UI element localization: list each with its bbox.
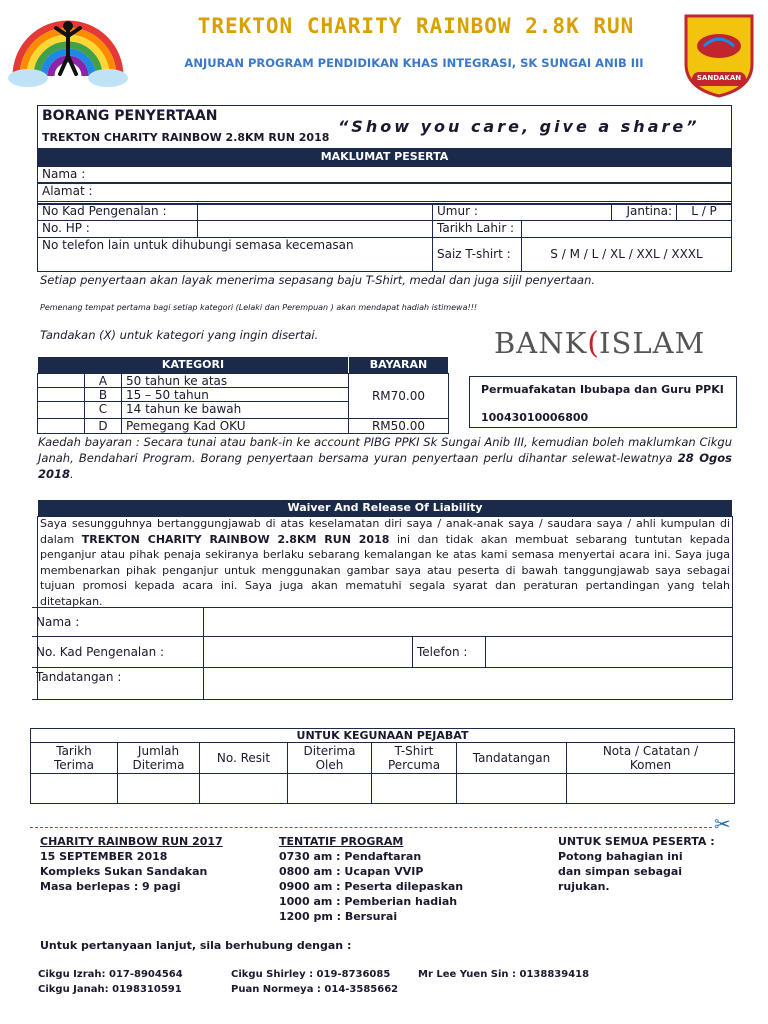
office-col-tarikh: Tarikh Terima — [30, 742, 118, 774]
contact-izrah: Cikgu Izrah: 017-8904564 — [38, 969, 183, 980]
payment-text: Kaedah bayaran : Secara tunai atau bank-in ke account PIBG PPKI Sk Sungai Anib III, kemudian boleh maklumkan Cikgu Janah, Bendahari Program. Borang penyertaan bersama yuran penyertaan perlu dihantar selewat-lewatnya — [38, 435, 732, 465]
category-d-code: D — [84, 418, 122, 434]
office-input-7[interactable] — [566, 773, 735, 804]
waiver-nama-label: Nama : — [32, 607, 204, 637]
office-input-6[interactable] — [456, 773, 567, 804]
footer-event-place: Kompleks Sukan Sandakan — [40, 865, 208, 878]
alamat-field[interactable] — [37, 183, 732, 202]
office-input-4[interactable] — [287, 773, 372, 804]
crest-text: SANDAKAN — [696, 74, 742, 82]
account-number: 10043010006800 — [481, 411, 589, 424]
bank-logo-left: BANK — [494, 326, 588, 360]
program-item-2: 0800 am : Ucapan VVIP — [279, 865, 424, 878]
kad-label: No Kad Pengenalan : — [42, 204, 167, 218]
saiz-label: Saiz T-shirt : — [437, 247, 511, 261]
category-d-check[interactable] — [37, 418, 85, 434]
contact-lee: Mr Lee Yuen Sin : 0138839418 — [418, 969, 590, 980]
category-a-code: A — [84, 373, 122, 388]
category-b-label: 15 – 50 tahun — [121, 387, 349, 402]
footer-event-title: CHARITY RAINBOW RUN 2017 — [40, 835, 223, 848]
hp-label-cell — [37, 220, 198, 238]
waiver-event-name: TREKTON CHARITY RAINBOW 2.8KM RUN 2018 — [81, 532, 390, 546]
waiver-tandatangan-label: Tandatangan : — [32, 667, 204, 700]
contact-shirley: Cikgu Shirley : 019-8736085 — [231, 969, 391, 980]
category-a-check[interactable] — [37, 373, 85, 388]
office-col-diterima: Diterima Oleh — [287, 742, 372, 774]
form-event-line: TREKTON CHARITY RAINBOW 2.8KM RUN 2018 — [42, 131, 330, 144]
telefon-lain-label: No telefon lain untuk dihubungi semasa kecemasan — [42, 238, 354, 252]
slogan: “Show you care, give a share” — [338, 117, 700, 136]
jantina-label: Jantina: — [626, 204, 672, 218]
office-input-3[interactable] — [199, 773, 288, 804]
scissors-icon: ✂ — [714, 812, 731, 836]
all-participants-line-3: rujukan. — [558, 880, 610, 893]
note-participation: Setiap penyertaan akan layak menerima sepasang baju T-Shirt, medal dan juga sijil penyertaan. — [40, 273, 596, 287]
office-input-2[interactable] — [117, 773, 200, 804]
office-input-1[interactable] — [30, 773, 118, 804]
tarikh-lahir-cell — [432, 220, 522, 238]
all-participants-line-1: Potong bahagian ini — [558, 850, 683, 863]
contact-intro: Untuk pertanyaan lanjut, sila berhubung dengan : — [40, 939, 352, 952]
category-c-code: C — [84, 401, 122, 419]
waiver-telefon-input[interactable] — [485, 636, 733, 668]
umur-label: Umur : — [437, 204, 478, 218]
event-subtitle: ANJURAN PROGRAM PENDIDIKAN KHAS INTEGRASI, SK SUNGAI ANIB III — [184, 56, 644, 70]
waiver-tandatangan-input[interactable] — [203, 667, 733, 700]
office-col-tshirt: T-Shirt Percuma — [371, 742, 457, 774]
waiver-text-b: ini dan tidak akan membuat sebarang tuntutan kepada penganjur atau pihak penaja sekiranya berlaku sebarang kemalangan ke atas kami semasa menyertai acara ini. Saya juga membenarkan pihak penganjur untuk menggunakan gambar saya atau peserta di bawah tanggungjawab saya sebagai tujuan promosi kepada acara ini. Saya juga akan mematuhi segala syarat dan peraturan pertandingan yang telah ditetapkan. — [40, 532, 730, 608]
waiver-kad-input[interactable] — [203, 636, 413, 668]
category-b-check[interactable] — [37, 387, 85, 402]
category-d-label: Pemegang Kad OKU — [121, 418, 349, 434]
telefon-lain-cell[interactable] — [37, 237, 433, 272]
footer-event-date: 15 SEPTEMBER 2018 — [40, 850, 168, 863]
note-tick: Tandakan (X) untuk kategori yang ingin disertai. — [40, 328, 319, 342]
office-col-jumlah: Jumlah Diterima — [117, 742, 200, 774]
office-input-5[interactable] — [371, 773, 457, 804]
waiver-text-a: Saya sesungguhnya bertanggungjawab di atas keselamatan diri saya / anak-anak saya / saudara saya / ahli kumpulan di dalam — [40, 517, 730, 546]
price-abc: RM70.00 — [348, 373, 449, 419]
all-participants-title: UNTUK SEMUA PESERTA : — [558, 835, 715, 848]
program-item-4: 1000 am : Pemberian hadiah — [279, 895, 458, 908]
note-winner: Pemenang tempat pertama bagi setiap kategori (Lelaki dan Perempuan ) akan mendapat hadiah istimewa!!! — [40, 303, 478, 312]
col-bayaran: BAYARAN — [349, 357, 448, 373]
saiz-cell — [432, 237, 522, 272]
saiz-options-text: S / M / L / XL / XXL / XXXL — [550, 247, 703, 261]
jantina-option[interactable] — [676, 203, 732, 221]
school-crest — [680, 10, 758, 98]
program-item-1: 0730 am : Pendaftaran — [279, 850, 422, 863]
bank-logo-right: ISLAM — [599, 326, 706, 360]
rainbow-logo — [6, 8, 130, 88]
tarikh-lahir-input[interactable] — [521, 220, 732, 238]
price-d: RM50.00 — [348, 418, 449, 434]
contact-normeya: Puan Normeya : 014-3585662 — [231, 984, 399, 995]
event-title: TREKTON CHARITY RAINBOW 2.8K RUN — [197, 14, 635, 38]
program-item-5: 1200 pm : Bersurai — [279, 910, 398, 923]
nama-label: Nama : — [42, 167, 86, 181]
section-title-maklumat: MAKLUMAT PESERTA — [38, 148, 731, 166]
kad-label-cell — [37, 203, 198, 221]
waiver-telefon-label: Telefon : — [412, 636, 486, 668]
bank-logo-crescent: ( — [587, 326, 600, 361]
footer-event-time: Masa berlepas : 9 pagi — [40, 880, 181, 893]
category-c-label: 14 tahun ke bawah — [121, 401, 349, 419]
payment-note — [38, 434, 732, 482]
category-c-check[interactable] — [37, 401, 85, 419]
form-heading: BORANG PENYERTAAN — [42, 108, 218, 124]
saiz-options[interactable] — [521, 237, 732, 272]
account-name: Permuafakatan Ibubapa dan Guru PPKI — [481, 383, 724, 396]
nama-field[interactable] — [37, 166, 732, 183]
office-col-resit: No. Resit — [199, 742, 288, 774]
all-participants-line-2: dan simpan sebagai — [558, 865, 683, 878]
waiver-title: Waiver And Release Of Liability — [38, 500, 732, 516]
hp-input[interactable] — [197, 220, 433, 238]
waiver-nama-input[interactable] — [203, 607, 733, 637]
umur-cell[interactable] — [432, 203, 612, 221]
contact-janah: Cikgu Janah: 0198310591 — [38, 984, 182, 995]
jantina-cell — [611, 203, 677, 221]
category-b-code: B — [84, 387, 122, 402]
bank-islam-logo — [494, 326, 706, 370]
waiver-text — [40, 516, 730, 609]
cut-line — [30, 827, 712, 828]
hp-label: No. HP : — [42, 221, 90, 235]
program-item-3: 0900 am : Peserta dilepaskan — [279, 880, 464, 893]
office-col-nota: Nota / Catatan / Komen — [566, 742, 735, 774]
office-col-tandatangan: Tandatangan — [456, 742, 567, 774]
office-title: UNTUK KEGUNAAN PEJABAT — [30, 728, 735, 743]
kad-input[interactable] — [197, 203, 433, 221]
payment-deadline: 28 Ogos 2018 — [38, 451, 733, 481]
payment-end: . — [70, 467, 74, 481]
waiver-kad-label: No. Kad Pengenalan : — [32, 636, 204, 668]
category-a-label: 50 tahun ke atas — [121, 373, 349, 388]
col-kategori: KATEGORI — [38, 357, 348, 373]
tarikh-lahir-label: Tarikh Lahir : — [437, 221, 515, 235]
alamat-label: Alamat : — [42, 184, 93, 198]
jantina-options: L / P — [691, 204, 717, 218]
program-title: TENTATIF PROGRAM — [279, 835, 404, 848]
